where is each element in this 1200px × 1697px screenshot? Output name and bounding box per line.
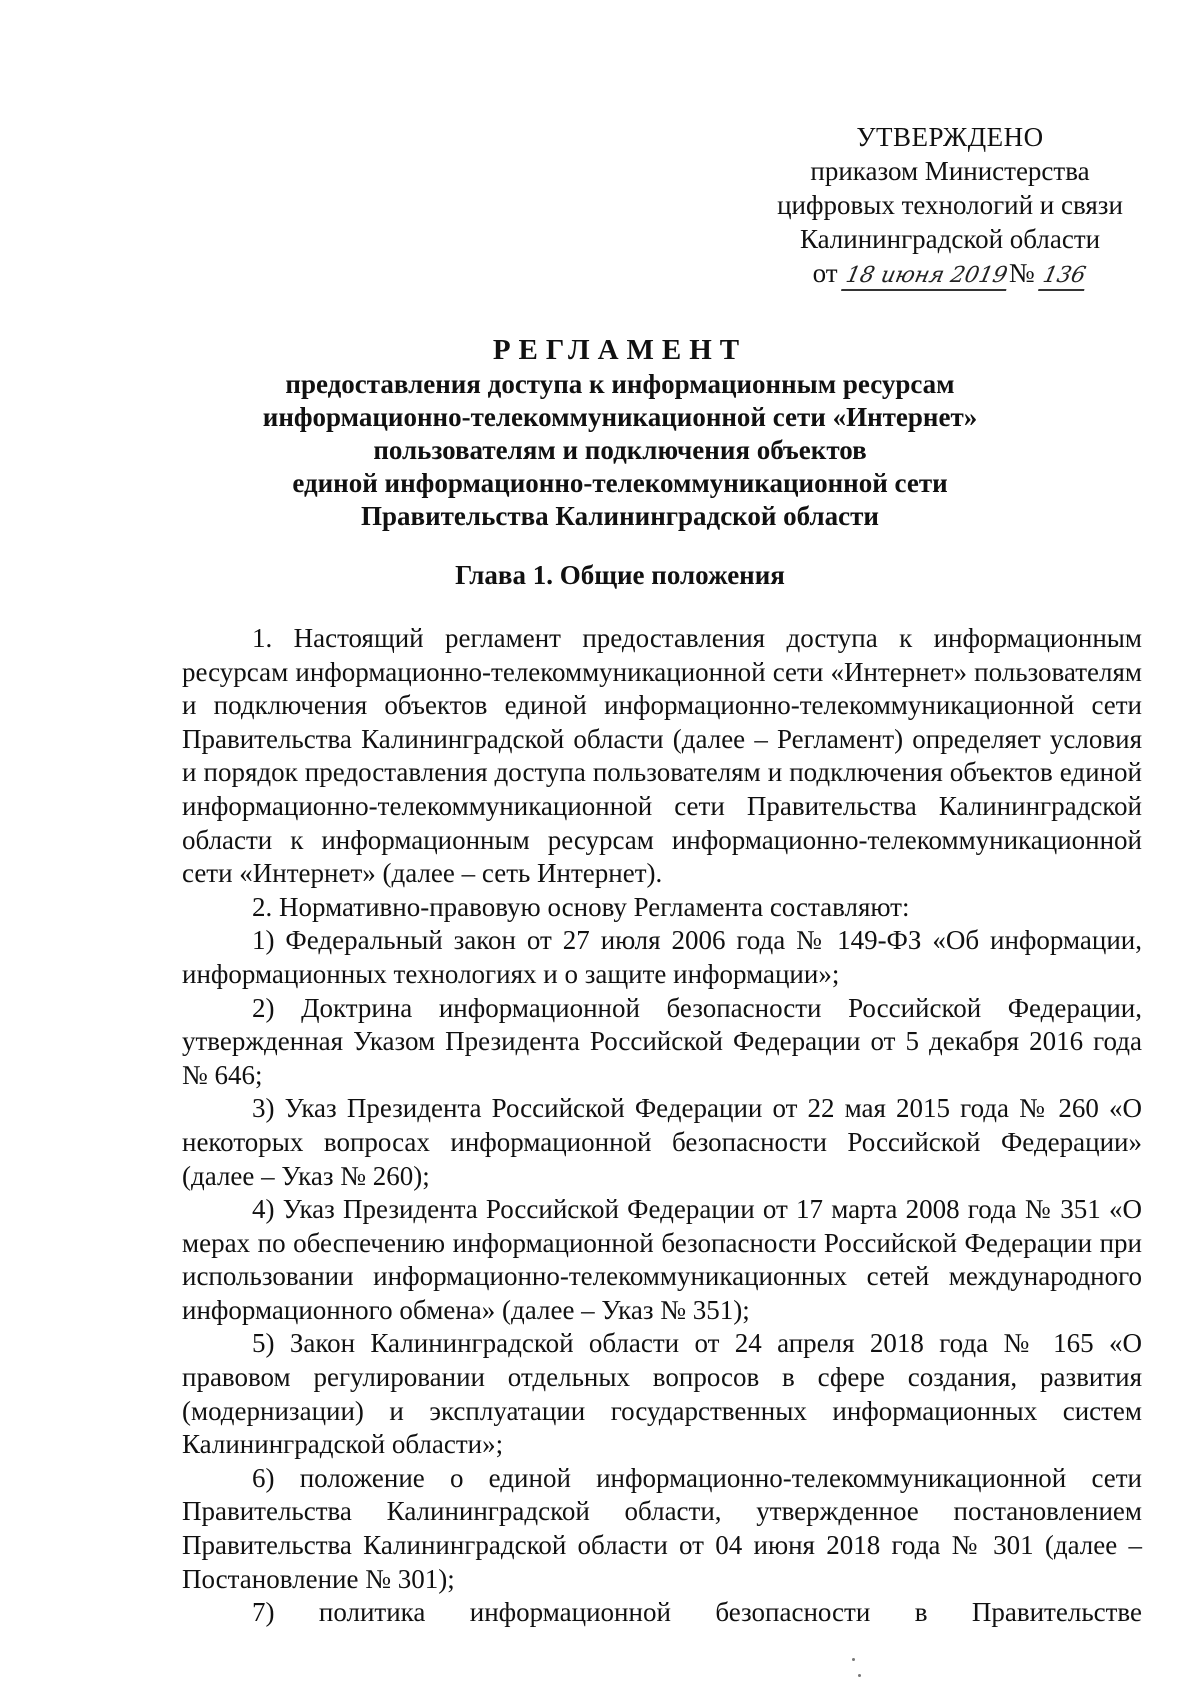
approval-block [760, 120, 1140, 291]
title-line-3: пользователям и подключения объектов [373, 435, 867, 465]
list-item-2: 2) Доктрина информационной безопасности Российской Федерации, утвержденная Указом Президента Российской Федерации от 5 декабря 2016 года № 646; [182, 992, 1142, 1090]
document-body [182, 622, 1142, 1630]
chapter-heading: Глава 1. Общие положения [455, 560, 785, 590]
document-title [170, 332, 1070, 533]
scan-speck [852, 1658, 855, 1661]
list-item-5: 5) Закон Калининградской области от 24 апреля 2018 года № 165 «О правовом регулировании отдельных вопросов в сфере создания, развития (модернизации) и эксплуатации государственных информационных систем Калининградской области»; [182, 1328, 1142, 1460]
paragraph-2: 2. Нормативно-правовую основу Регламента составляют: [252, 891, 910, 922]
list-item-4: 4) Указ Президента Российской Федерации от 17 марта 2008 года № 351 «О мерах по обеспечению информационной безопасности Российской Федерации при использовании информационно-телекоммуникационных сетей международного информационного обмена» (далее – Указ № 351); [182, 1194, 1142, 1325]
approval-line-3: Калининградской области [799, 224, 1101, 254]
approval-line-2: цифровых технологий и связи [777, 190, 1123, 220]
title-line-1: предоставления доступа к информационным ресурсам [285, 369, 955, 399]
list-item-1: 1) Федеральный закон от 27 июля 2006 года № 149-ФЗ «Об информации, информационных технологиях и о защите информации»; [182, 925, 1142, 989]
scan-speck [858, 1674, 861, 1677]
title-line-4: единой информационно-телекоммуникационной сети [292, 468, 948, 498]
number-prefix: № [1008, 258, 1035, 288]
date-prefix: от [812, 258, 838, 288]
list-item-7: 7) политика информационной безопасности в Правительстве [252, 1597, 1142, 1628]
approval-line-1: приказом Министерства [810, 156, 1090, 186]
approval-heading: УТВЕРЖДЕНО [856, 122, 1044, 152]
title-line-5: Правительства Калининградской области [361, 501, 879, 531]
title-line-2: информационно-телекоммуникационной сети «Интернет» [262, 402, 978, 432]
handwritten-number: 136 [1038, 263, 1090, 291]
title-word: РЕГЛАМЕНТ [492, 334, 748, 366]
list-item-6: 6) положение о единой информационно-телекоммуникационной сети Правительства Калининградской области, утвержденное постановлением Правительства Калининградской области от 04 июня 2018 года № 301 (далее – Постановление № 301); [182, 1462, 1142, 1594]
list-item-3: 3) Указ Президента Российской Федерации от 22 мая 2015 года № 260 «О некоторых вопросах информационной безопасности Российской Федерации» (далее – Указ № 260); [182, 1093, 1142, 1191]
handwritten-date: 18 июня 2019 [841, 263, 1012, 291]
paragraph-1: 1. Настоящий регламент предоставления доступа к информационным ресурсам информационно-телекоммуникационной сети «Интернет» пользователям и подключения объектов единой информационно-телекоммуникационной сети Правительства Калининградской области (далее – Регламент) определяет условия и порядок предоставления доступа пользователям и подключения объектов единой информационно-телекоммуникационной сети Правительства Калининградской области к информационным ресурсам информационно-телекоммуникационной сети «Интернет» (далее – сеть Интернет). [182, 623, 1142, 889]
approval-date-line [760, 256, 1140, 291]
